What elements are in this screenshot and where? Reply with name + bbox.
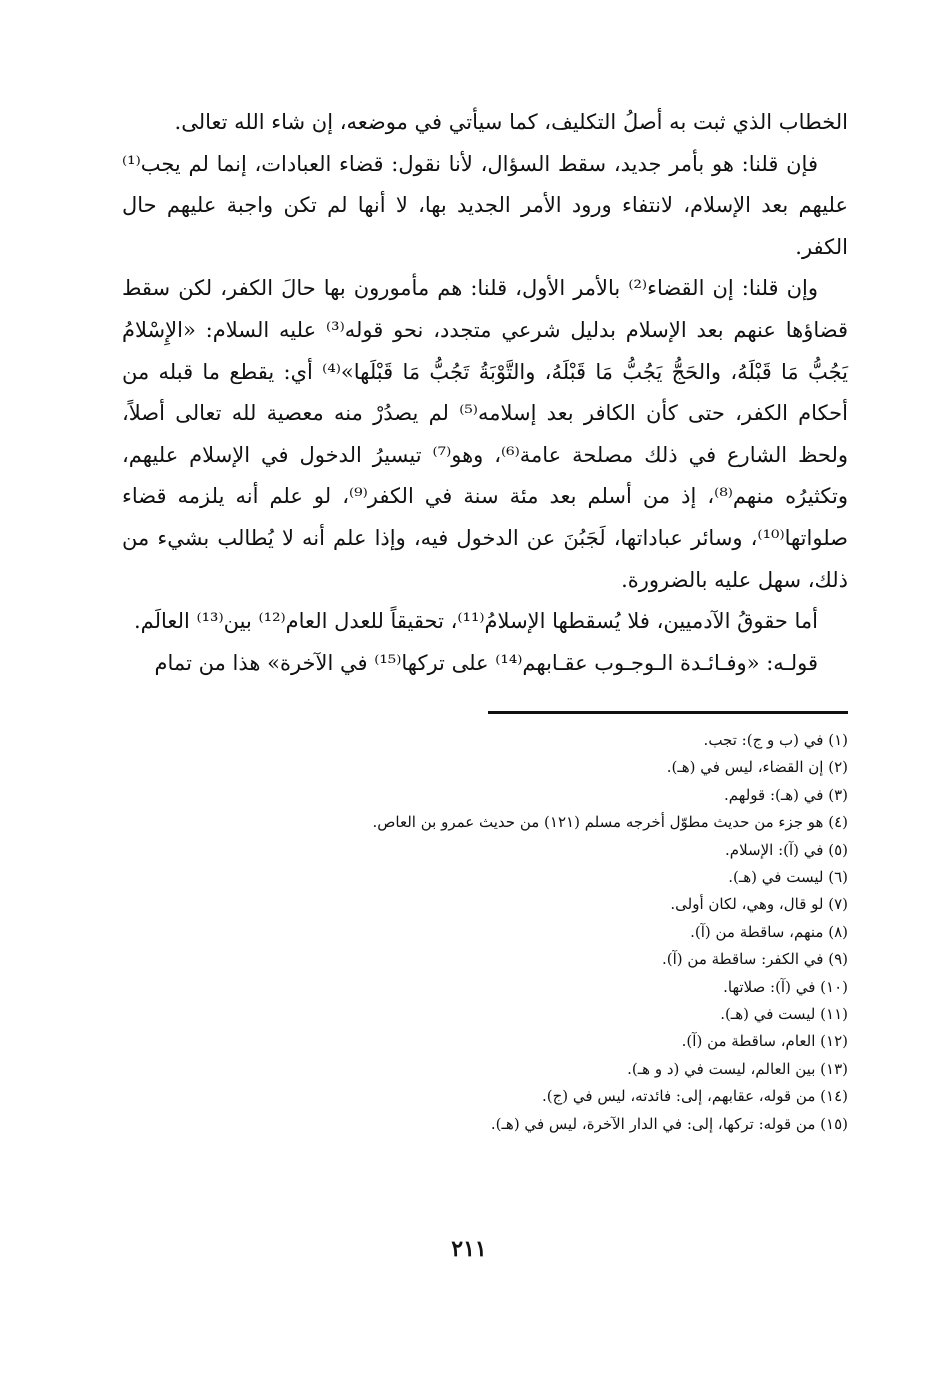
footnote-13: (١٣) بين العالم، ليست في (د و هـ). xyxy=(627,1059,848,1078)
footnote-1: (١) في (ب و ج): تجب. xyxy=(703,731,848,749)
footnotes-list xyxy=(200,727,848,1138)
paragraph-4: أما حقوقُ الآدميين، فلا يُسقطها الإسلامُ⁽¹¹⁾، تحقيقاً للعدل العام⁽¹²⁾ بين⁽¹³⁾ العالَم. xyxy=(133,609,818,634)
footnote-8: (٨) منهم، ساقطة من (آ). xyxy=(690,922,848,941)
footnote-2: (٢) إن القضاء، ليس في (هـ). xyxy=(666,758,848,777)
footnote-7: (٧) لو قال، وهي، لكان أولى. xyxy=(670,895,848,914)
paragraph-1: الخطاب الذي ثبت به أصلُ التكليف، كما سيأتي في موضعه، إن شاء الله تعالى. xyxy=(174,110,848,134)
main-text xyxy=(122,102,848,684)
paragraph-3: وإن قلنا: إن القضاء⁽²⁾ بالأمر الأول، قلنا: هم مأمورون بها حالَ الكفر، لكن سقط قضاؤها عنهم بعد الإسلام بدليل شرعي متجدد، نحو قوله⁽³⁾ عليه السلام: «الإِسْلامُ يَجُبُّ مَا قَبْلَهُ، والحَجُّ يَجُبُّ مَا قَبْلَهُ، والتَّوْبَةُ تَجُبُّ مَا قَبْلَها»⁽⁴⁾ أي: يقطع ما قبله من أحكام الكفر، حتى كأن الكافر بعد إسلامه⁽⁵⁾ لم يصدُرْ منه معصية لله تعالى أصلاً، ولحظ الشارع في ذلك مصلحة عامة⁽⁶⁾، وهو⁽⁷⁾ تيسيرُ الدخول في الإسلام عليهم، وتكثيرُه منهم⁽⁸⁾، إذ من أسلم بعد مئة سنة في الكفر⁽⁹⁾، لو علم أنه يلزمه قضاء صلواتها⁽¹⁰⁾، وسائر عباداتها، لَجَبُنَ عن الدخول فيه، وإذا علم أنه لا يُطالب بشيء من ذلك، سهل عليه بالضرورة. xyxy=(122,276,849,592)
footnote-11: (١١) ليست في (هـ). xyxy=(720,1005,848,1024)
footnote-9: (٩) في الكفر: ساقطة من (آ). xyxy=(662,950,848,969)
footnote-5: (٥) في (آ): الإسلام. xyxy=(725,840,848,859)
page-number: ٢١١ xyxy=(451,1236,487,1262)
footnote-3: (٣) في (هـ): قولهم. xyxy=(724,785,848,804)
footnote-4: (٤) هو جزء من حديث مطوّل أخرجه مسلم (١٢١) من حديث عمرو بن العاص. xyxy=(372,813,848,832)
footnote-10: (١٠) في (آ): صلاتها. xyxy=(723,977,848,996)
footnote-15: (١٥) من قوله: تركها، إلى: في الدار الآخرة، ليس في (هـ). xyxy=(490,1114,848,1133)
footnote-6: (٦) ليست في (هـ). xyxy=(728,868,848,887)
paragraph-2: فإن قلنا: هو بأمر جديد، سقط السؤال، لأنا نقول: قضاء العبادات، إنما لم يجب⁽¹⁾ عليهم بعد الإسلام، لانتفاء ورود الأمر الجديد بها، لا أنها لم تكن واجبة عليهم حال الكفر. xyxy=(122,151,848,259)
footnote-14: (١٤) من قوله، عقابهم، إلى: فائدته، ليس في (ج). xyxy=(541,1087,848,1106)
footnote-12: (١٢) العام، ساقطة من (آ). xyxy=(681,1032,848,1051)
paragraph-5: قولـه: «وفـائـدة الـوجـوب عقـابهم⁽¹⁴⁾ على تركها⁽¹⁵⁾ في الآخرة» هذا من تمام xyxy=(154,650,818,675)
footnote-separator xyxy=(488,711,848,714)
